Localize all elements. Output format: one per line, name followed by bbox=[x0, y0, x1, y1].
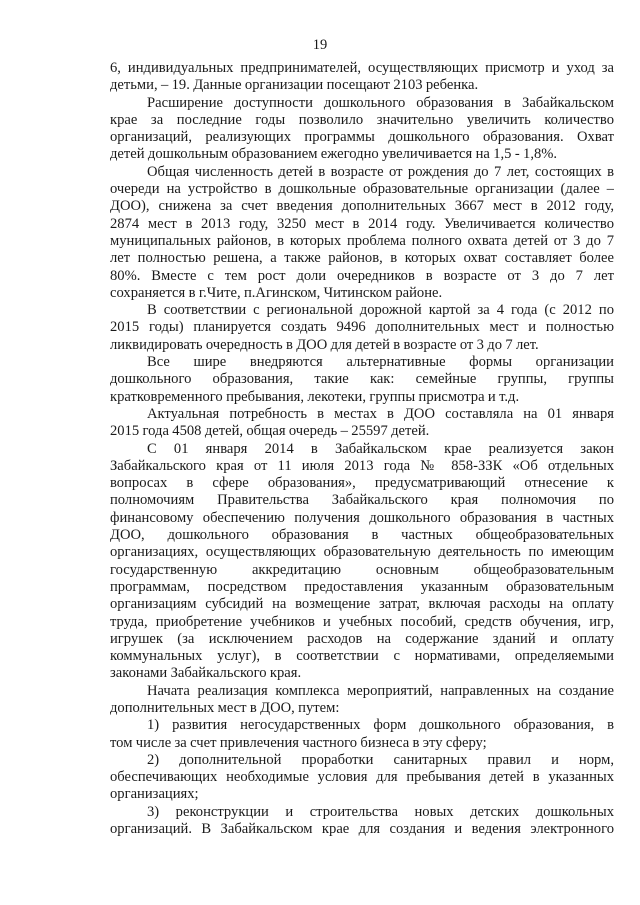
body-text bbox=[110, 60, 614, 838]
text-line: обеспечивающих необходимые условия для пребывания детей в указанных bbox=[110, 769, 614, 786]
text-line: 2015 годы) планируется создать 9496 дополнительных мест и полностью bbox=[110, 319, 614, 336]
text-line: финансовому обеспечению получения дошкольного образования в частных bbox=[110, 509, 614, 526]
text-line: 2015 года 4508 детей, общая очередь – 25597 детей. bbox=[110, 423, 430, 440]
text-line: детей дошкольным образованием ежегодно увеличивается на 1,5 - 1,8%. bbox=[110, 146, 558, 163]
text-line: кратковременного пребывания, лекотеки, группы присмотра и т.д. bbox=[110, 388, 520, 405]
text-line: крае за последние годы позволило значительно увеличить количество bbox=[110, 111, 614, 128]
text-line: очереди на устройство в дошкольные образовательные организации (далее – bbox=[110, 181, 614, 198]
text-line: Актуальная потребность в местах в ДОО составляла на 01 января bbox=[147, 405, 614, 422]
text-line: ликвидировать очередность в ДОО для детей в возрасте от 3 до 7 лет. bbox=[110, 336, 539, 353]
page-number: 19 bbox=[312, 37, 328, 53]
text-line: коммунальных услуг), в соответствии с нормативами, определяемыми bbox=[110, 648, 614, 665]
text-line: 2874 мест в 2013 году, 3250 мест в 2014 году. Увеличивается количество bbox=[110, 215, 614, 232]
text-line: полномочиям Правительства Забайкальского края полномочия по bbox=[110, 492, 614, 509]
text-line: организаций. В Забайкальском крае для создания и ведения электронного bbox=[110, 821, 614, 838]
text-line: лет полностью решена, а также районов, в которых охват составляет более bbox=[110, 250, 614, 267]
text-line: 1) развития негосударственных форм дошкольного образования, в bbox=[147, 717, 614, 734]
text-line: Начата реализация комплекса мероприятий, направленных на создание bbox=[147, 682, 614, 699]
text-line: организациях; bbox=[110, 786, 199, 803]
text-line: труда, приобретение учебников и учебных пособий, средств обучения, игр, bbox=[110, 613, 614, 630]
text-line: Забайкальского края от 11 июля 2013 года № 858-ЗЗК «Об отдельных bbox=[110, 457, 614, 474]
text-line: программам, посредством предоставления указанным образовательным bbox=[110, 578, 614, 595]
text-line: 3) реконструкции и строительства новых детских дошкольных bbox=[147, 803, 614, 820]
text-line: том числе за счет привлечения частного бизнеса в эту сферу; bbox=[110, 734, 487, 751]
text-line: организаций, реализующих программы дошкольного образования. Охват bbox=[110, 129, 614, 146]
text-line: Общая численность детей в возрасте от рождения до 7 лет, состоящих в bbox=[147, 163, 614, 180]
text-line: Расширение доступности дошкольного образования в Забайкальском bbox=[147, 94, 614, 111]
text-line: дошкольного образования, такие как: семейные группы, группы bbox=[110, 371, 614, 388]
text-line: С 01 января 2014 в Забайкальском крае реализуется закон bbox=[147, 440, 614, 457]
text-line: государственную аккредитацию основным общеобразовательным bbox=[110, 561, 614, 578]
text-line: ДОО, дошкольного образования в частных общеобразовательных bbox=[110, 527, 614, 544]
text-line: 6, индивидуальных предпринимателей, осуществляющих присмотр и уход за bbox=[110, 60, 614, 76]
text-line: игрушек (за исключением расходов на содержание зданий и оплату bbox=[110, 630, 614, 647]
text-line: организациям субсидий на возмещение затрат, включая расходы на оплату bbox=[110, 596, 614, 613]
text-line: сохраняется в г.Чите, п.Агинском, Читинском районе. bbox=[110, 284, 443, 301]
text-line: 80%. Вместе с тем рост доли очередников в возрасте от 3 до 7 лет bbox=[110, 267, 614, 284]
text-line: В соответствии с региональной дорожной картой за 4 года (с 2012 по bbox=[147, 302, 614, 319]
text-line: 2) дополнительной проработки санитарных правил и норм, bbox=[147, 751, 614, 768]
text-line: детьми, – 19. Данные организации посещают 2103 ребенка. bbox=[110, 77, 479, 94]
text-line: организациях, осуществляющих образовательную деятельность по имеющим bbox=[110, 544, 614, 561]
text-line: муниципальных районов, в которых проблема полного охвата детей от 3 до 7 bbox=[110, 232, 614, 249]
text-line: законами Забайкальского края. bbox=[110, 665, 302, 682]
text-line: ДОО), снижена за счет введения дополнительных 3667 мест в 2012 году, bbox=[110, 198, 614, 215]
text-line: дополнительных мест в ДОО, путем: bbox=[110, 699, 340, 716]
text-line: вопросах в сфере образования», предусматривающий отнесение к bbox=[110, 475, 614, 492]
text-line: Все шире внедряются альтернативные формы организации bbox=[147, 354, 614, 371]
